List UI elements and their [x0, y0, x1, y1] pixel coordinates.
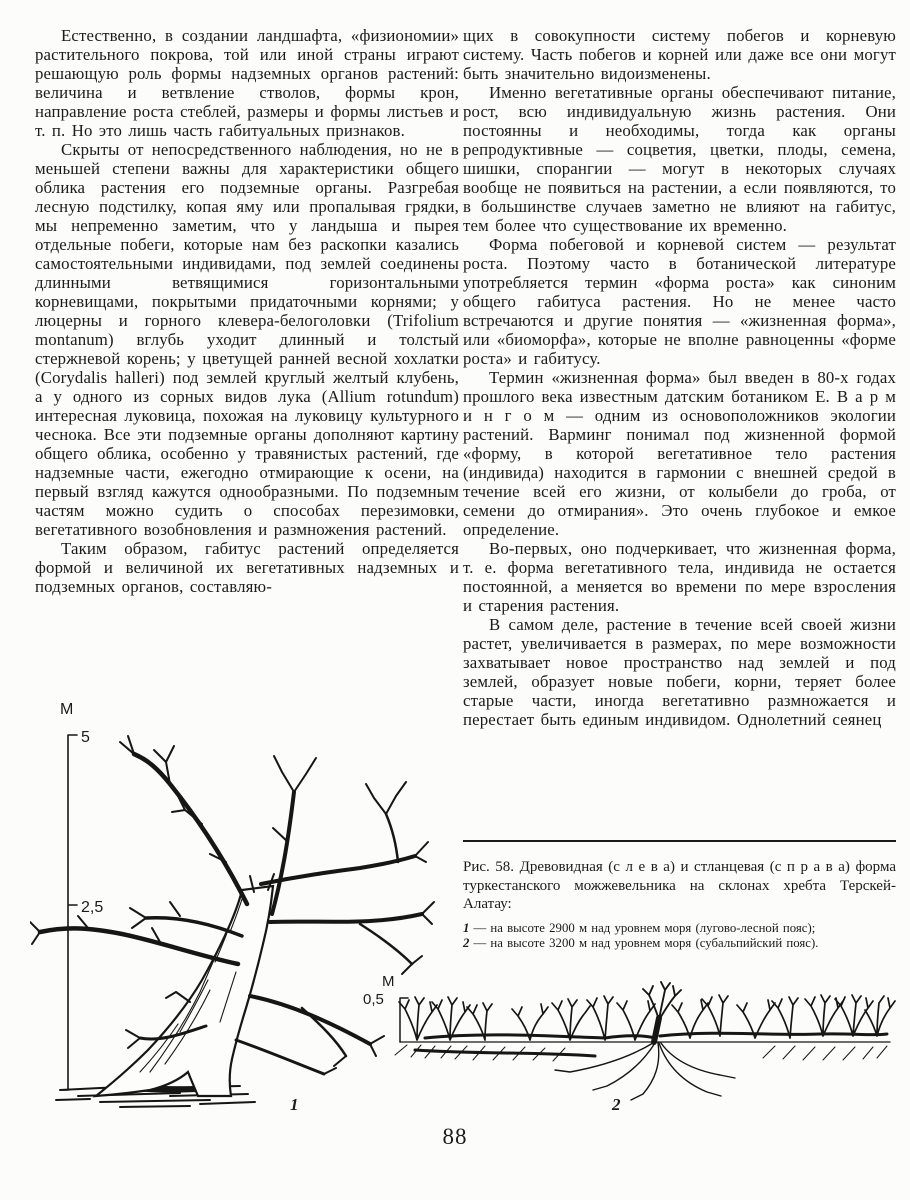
- text-column-left: [35, 26, 459, 596]
- figure-note: [463, 936, 896, 952]
- figure-part-label-tree: 1: [290, 1095, 299, 1114]
- scale-unit-label: М: [60, 701, 74, 718]
- figure-part-label-prostrate: 2: [612, 1095, 621, 1114]
- prostrate-form-illustration: [355, 962, 905, 1110]
- trunk: [96, 886, 273, 1096]
- paragraph: Таким образом, габитус растений определяется формой и величиной их вегетативных надземных и подземных органов, составляю-: [35, 539, 459, 596]
- scale-tick-5: 5: [81, 729, 90, 746]
- paragraph: Естественно, в создании ландшафта, «физиономии» растительного покрова, той или иной страны играют решающую роль формы надземных органов растений: величина и ветвление стволов, формы крон, направление роста стеблей, размеры и формы листьев и т. п. Но это лишь часть габитуальных признаков.: [35, 26, 459, 140]
- figure-note-number: 1: [463, 920, 470, 935]
- text-column-right: [463, 26, 896, 729]
- paragraph: щих в совокупности систему побегов и корневую систему. Часть побегов и корней или даже все они могут быть значительно видоизменены.: [463, 26, 896, 83]
- paragraph: Скрыты от непосредственного наблюдения, но не в меньшей степени важны для характеристики общего облика растения его подземные органы. Разгребая лесную подстилку, копая яму или пропалывая грядки, мы непременно заметим, что у ландыша и пырея отдельные побеги, которые нам без раскопки казались самостоятельными индивидами, под землей соединены длинными ветвящимися горизонтальными корневищами, покрытыми придаточными корнями; у люцерны и горного клевера-белоголовки (Trifolium montanum) вглубь уходит длинный и толстый стержневой корень; у цветущей ранней весной хохлатки (Corydalis halleri) под землей круглый желтый клубень, а у одного из сорных видов лука (Allium rotundum) интересная луковица, похожая на луковицу культурного чеснока. Все эти подземные органы дополняют картину общего облика, особенно у травянистых растений, где надземные части, ежегодно отмирающие к осени, на первый взгляд кажутся однообразными. По подземным частям можно судить о способах перезимовки, вегетативного возобновления и размножения растений.: [35, 140, 459, 539]
- paragraph: Во-первых, оно подчеркивает, что жизненная форма, т. е. форма вегетативного тела, индивида не остается постоянной, а меняется во времени по мере взросления и старения растения.: [463, 539, 896, 615]
- figure-note-text: — на высоте 2900 м над уровнем моря (лугово-лесной пояс);: [473, 920, 816, 935]
- paragraph: Форма побеговой и корневой систем — результат роста. Поэтому часто в ботанической литературе употребляется термин «форма роста» как синоним общего габитуса растения. Но не менее часто встречаются и другие понятия — «жизненная форма», или «биоморфа», которые не вполне равноценны «форме роста» и габитусу.: [463, 235, 896, 368]
- paragraph: Термин «жизненная форма» был введен в 80-х годах прошлого века известным датским ботаником Е. В а р м и н г о м — одним из основоположников экологии растений. Варминг понимал под жизненной формой «форму, в которой вегетативное тело растения (индивида) находится в гармонии с внешней средой в течение всей его жизни, от колыбели до гроба, от семени до отмирания». Это очень глубокое и емкое определение.: [463, 368, 896, 539]
- figure-note: [463, 921, 896, 937]
- page-number: 88: [442, 1124, 468, 1149]
- scale-tick-2-5: 2,5: [81, 899, 104, 916]
- figure-note-text: — на высоте 3200 м над уровнем моря (субальпийский пояс).: [473, 936, 819, 950]
- paragraph: В самом деле, растение в течение всей своей жизни растет, увеличивается в размерах, по мере возможности захватывает новое пространство над землей и под землей, образует новые побеги, корни, теряет более старые части, иногда вегетативно размножается и перестает быть единым индивидом. Однолетний сеянец: [463, 615, 896, 729]
- figure-note-number: 2: [463, 936, 470, 950]
- caption-divider: [463, 840, 896, 842]
- paragraph: Именно вегетативные органы обеспечивают питание, рост, всю индивидуальную жизнь растения. Они постоянны и необходимы, тогда как органы репродуктивные — соцветия, цветки, плоды, семена, шишки, спорангии — могут в некоторых случаях вообще не появиться на растении, а если появляются, то в большинстве случаев заметно не влияют на габитус, тем более что существование их временно.: [463, 83, 896, 235]
- figure-caption: [463, 858, 896, 952]
- figure-caption-title: Рис. 58. Древовидная (с л е в а) и стланцевая (с п р а в а) форма туркестанского можжевельника на склонах хребта Терскей-Алатау:: [463, 859, 896, 912]
- scale-unit-label: М: [382, 973, 395, 990]
- scale-tick-0-5: 0,5: [363, 991, 384, 1008]
